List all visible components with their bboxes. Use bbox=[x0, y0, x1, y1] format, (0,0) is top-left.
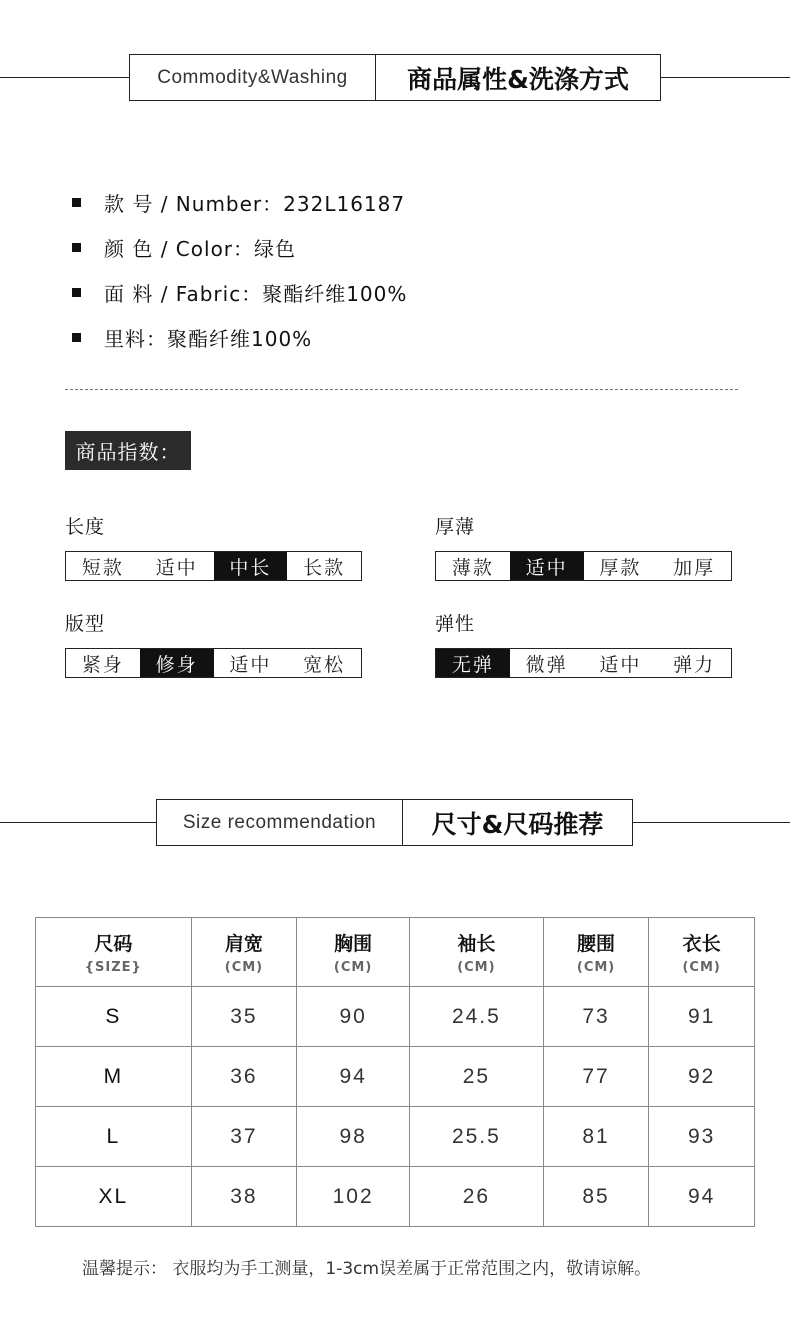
measurement-tip: 温馨提示： 衣服均为手工测量，1-3cm误差属于正常范围之内，敬请谅解。 bbox=[82, 1259, 652, 1279]
table-row bbox=[36, 987, 755, 1047]
table-row bbox=[36, 1047, 755, 1107]
header-name: 胸围 bbox=[334, 933, 373, 955]
scale-option-selected: 适中 bbox=[510, 552, 584, 580]
scale-option: 短款 bbox=[81, 556, 124, 579]
scale-option-selected: 无弹 bbox=[436, 649, 510, 677]
table-cell: S bbox=[36, 987, 192, 1047]
header-shoulder bbox=[191, 918, 297, 987]
header-name: 袖长 bbox=[457, 933, 496, 955]
header-name: 尺码 bbox=[94, 933, 133, 955]
table-cell: 25.5 bbox=[410, 1107, 544, 1167]
table-cell: M bbox=[36, 1047, 192, 1107]
bullet-icon bbox=[72, 243, 81, 252]
attribute-text: 里料：聚酯纤维100% bbox=[104, 327, 313, 351]
size-banner-cn: 尺寸&尺码推荐 bbox=[431, 809, 604, 839]
commodity-banner-cn: 商品属性&洗涤方式 bbox=[407, 64, 629, 94]
attribute-fabric bbox=[72, 270, 407, 315]
header-length bbox=[649, 918, 755, 987]
table-cell: 35 bbox=[191, 987, 297, 1047]
table-row bbox=[36, 1167, 755, 1227]
header-unit: (CM) bbox=[333, 960, 373, 975]
bullet-icon bbox=[72, 288, 81, 297]
scale-label-thickness: 厚薄 bbox=[435, 516, 476, 538]
table-cell: 77 bbox=[543, 1047, 649, 1107]
table-row bbox=[36, 1107, 755, 1167]
scale-thickness bbox=[435, 551, 732, 581]
commodity-banner bbox=[129, 54, 661, 101]
attribute-text: 款 号 / Number：232L16187 bbox=[104, 192, 406, 216]
header-unit: (CM) bbox=[457, 960, 496, 975]
table-cell: 24.5 bbox=[410, 987, 544, 1047]
header-unit: (CM) bbox=[576, 960, 616, 975]
banner-1-line-left bbox=[0, 77, 130, 78]
table-cell: 94 bbox=[297, 1047, 410, 1107]
attribute-text: 面 料 / Fabric：聚酯纤维100% bbox=[104, 282, 408, 306]
table-cell: 102 bbox=[297, 1167, 410, 1227]
scale-label-length: 长度 bbox=[65, 516, 106, 538]
bullet-icon bbox=[72, 333, 81, 342]
header-unit: {SIZE} bbox=[84, 960, 142, 975]
banner-2-line-left bbox=[0, 822, 157, 823]
header-name: 腰围 bbox=[577, 933, 616, 955]
scale-option-selected: 中长 bbox=[214, 552, 288, 580]
dashed-divider bbox=[65, 389, 738, 390]
table-cell: 26 bbox=[410, 1167, 544, 1227]
index-title: 商品指数： bbox=[65, 431, 191, 470]
scale-option: 弹力 bbox=[673, 653, 716, 676]
scale-option: 加厚 bbox=[673, 556, 716, 579]
header-chest bbox=[297, 918, 410, 987]
table-cell: 36 bbox=[191, 1047, 297, 1107]
scale-option: 适中 bbox=[229, 653, 272, 676]
header-unit: (CM) bbox=[682, 960, 721, 975]
table-header-row bbox=[36, 918, 755, 987]
header-size bbox=[36, 918, 192, 987]
table-cell: 37 bbox=[191, 1107, 297, 1167]
size-table bbox=[35, 917, 755, 1227]
table-cell: 98 bbox=[297, 1107, 410, 1167]
scale-fit bbox=[65, 648, 362, 678]
table-cell: 92 bbox=[649, 1047, 755, 1107]
attribute-color bbox=[72, 225, 407, 270]
scale-option: 紧身 bbox=[81, 653, 124, 676]
table-cell: 93 bbox=[649, 1107, 755, 1167]
attribute-text: 颜 色 / Color：绿色 bbox=[104, 237, 297, 261]
banner-2-line-right bbox=[632, 822, 790, 823]
table-cell: 91 bbox=[649, 987, 755, 1047]
scale-label-fit: 版型 bbox=[65, 613, 106, 635]
scale-option: 微弹 bbox=[525, 653, 568, 676]
scale-label-elasticity: 弹性 bbox=[435, 613, 476, 635]
table-cell: 90 bbox=[297, 987, 410, 1047]
attribute-lining bbox=[72, 315, 407, 360]
scale-option: 适中 bbox=[155, 556, 198, 579]
table-cell: 94 bbox=[649, 1167, 755, 1227]
table-cell: L bbox=[36, 1107, 192, 1167]
table-cell: 38 bbox=[191, 1167, 297, 1227]
table-cell: XL bbox=[36, 1167, 192, 1227]
table-cell: 73 bbox=[543, 987, 649, 1047]
bullet-icon bbox=[72, 198, 81, 207]
scale-elasticity bbox=[435, 648, 732, 678]
size-banner-en: Size recommendation bbox=[157, 800, 403, 845]
header-name: 衣长 bbox=[682, 933, 721, 955]
attribute-number bbox=[72, 180, 407, 225]
banner-1-line-right bbox=[660, 77, 790, 78]
scale-option: 适中 bbox=[599, 653, 642, 676]
scale-option: 薄款 bbox=[451, 556, 494, 579]
scale-option: 厚款 bbox=[599, 556, 642, 579]
scale-option-selected: 修身 bbox=[140, 649, 214, 677]
header-sleeve bbox=[410, 918, 544, 987]
table-cell: 25 bbox=[410, 1047, 544, 1107]
attribute-list bbox=[72, 180, 407, 360]
table-cell: 85 bbox=[543, 1167, 649, 1227]
scale-option: 长款 bbox=[303, 556, 346, 579]
commodity-banner-en: Commodity&Washing bbox=[130, 55, 376, 100]
size-banner bbox=[156, 799, 633, 846]
scale-option: 宽松 bbox=[303, 653, 346, 676]
header-waist bbox=[543, 918, 649, 987]
header-name: 肩宽 bbox=[224, 933, 263, 955]
table-cell: 81 bbox=[543, 1107, 649, 1167]
header-unit: (CM) bbox=[224, 960, 264, 975]
scale-length bbox=[65, 551, 362, 581]
